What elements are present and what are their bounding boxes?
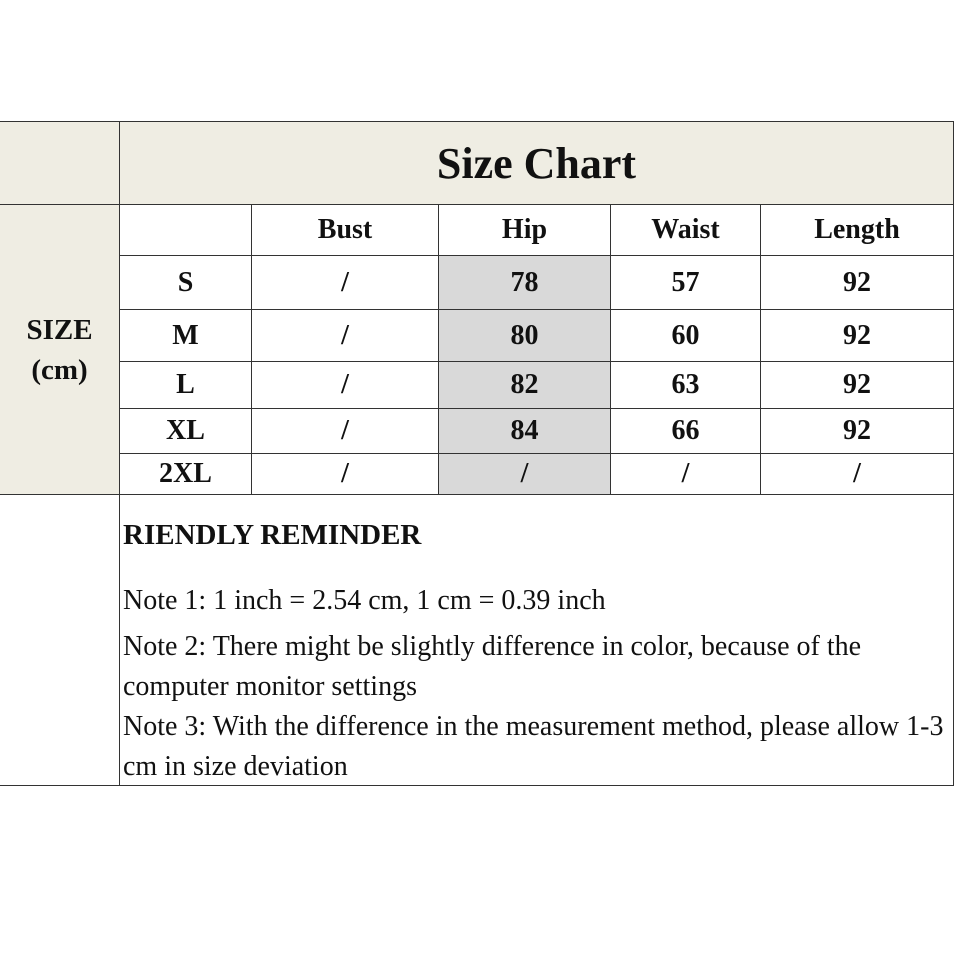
- header-blank-cell: [119, 204, 252, 256]
- size-chart-table: [0, 122, 955, 787]
- reminder-section: [119, 494, 954, 786]
- length-value-2xl: /: [760, 453, 954, 495]
- size-cell-s: S: [119, 255, 252, 310]
- size-cell-xl: XL: [119, 408, 252, 454]
- reminder-title: RIENDLY REMINDER: [123, 519, 422, 551]
- size-cell-m: M: [119, 309, 252, 362]
- bust-value-m: /: [251, 309, 439, 362]
- column-header-bust: Bust: [251, 204, 439, 256]
- length-value-xl: 92: [760, 408, 954, 454]
- note-1: Note 1: 1 inch = 2.54 cm, 1 cm = 0.39 inch: [123, 585, 606, 616]
- bust-value-l: /: [251, 361, 439, 409]
- length-value-m: 92: [760, 309, 954, 362]
- size-unit-label: [0, 204, 120, 495]
- size-label-line2: (cm): [31, 353, 88, 386]
- size-cell-2xl: 2XL: [119, 453, 252, 495]
- note-3: Note 3: With the difference in the measurement method, please allow 1-3 cm in size deviation: [123, 711, 944, 782]
- length-value-s: 92: [760, 255, 954, 310]
- corner-cell: [0, 121, 120, 205]
- size-label-line1: SIZE: [26, 313, 93, 346]
- note-2: Note 2: There might be slightly difference in color, because of the computer monitor settings: [123, 631, 862, 702]
- hip-value-l: 82: [438, 361, 611, 409]
- size-cell-l: L: [119, 361, 252, 409]
- waist-value-s: 57: [610, 255, 761, 310]
- hip-value-xl: 84: [438, 408, 611, 454]
- bust-value-s: /: [251, 255, 439, 310]
- bust-value-xl: /: [251, 408, 439, 454]
- hip-value-s: 78: [438, 255, 611, 310]
- waist-value-xl: 66: [610, 408, 761, 454]
- chart-title: Size Chart: [119, 121, 954, 205]
- column-header-waist: Waist: [610, 204, 761, 256]
- bust-value-2xl: /: [251, 453, 439, 495]
- column-header-length: Length: [760, 204, 954, 256]
- notes-left-cell: [0, 494, 120, 786]
- column-header-hip: Hip: [438, 204, 611, 256]
- waist-value-m: 60: [610, 309, 761, 362]
- waist-value-l: 63: [610, 361, 761, 409]
- hip-value-m: 80: [438, 309, 611, 362]
- hip-value-2xl: /: [438, 453, 611, 495]
- waist-value-2xl: /: [610, 453, 761, 495]
- length-value-l: 92: [760, 361, 954, 409]
